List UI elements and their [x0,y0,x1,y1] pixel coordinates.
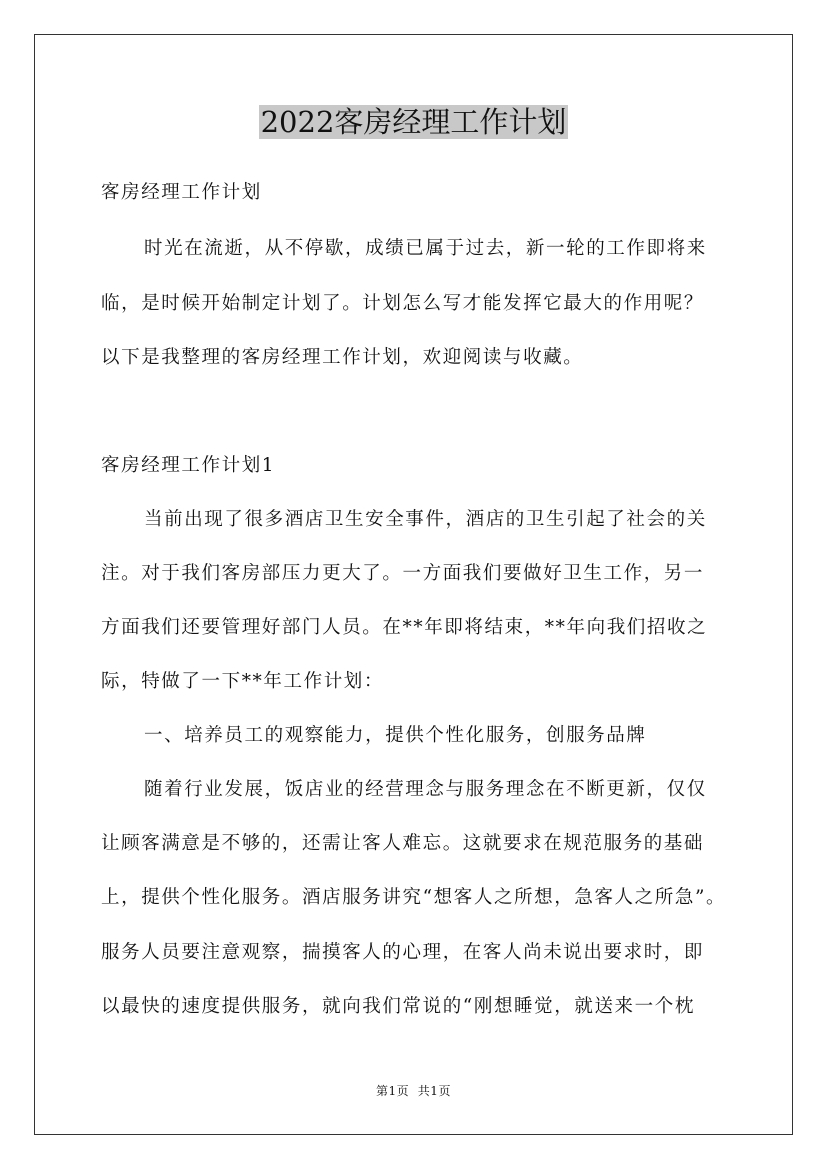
section-heading: 客房经理工作计划 [101,182,262,203]
paragraph-line: 方面我们还要管理好部门人员。在**年即将结束，**年向我们招收之 [101,617,708,638]
paragraph-line: 随着行业发展，饭店业的经营理念与服务理念在不断更新，仅仅 [144,779,707,800]
document-title [0,100,827,144]
document-title-text: 2022客房经理工作计划 [260,105,567,139]
paragraph-line: 服务人员要注意观察，揣摸客人的心理，在客人尚未说出要求时，即 [101,942,705,963]
paragraph-line: 当前出现了很多酒店卫生安全事件，酒店的卫生引起了社会的关 [144,509,707,530]
paragraph-line: 注。对于我们客房部压力更大了。一方面我们要做好卫生工作，另一 [101,563,705,584]
paragraph-line: 以下是我整理的客房经理工作计划，欢迎阅读与收藏。 [101,347,584,368]
paragraph-line: 让顾客满意是不够的，还需让客人难忘。这就要求在规范服务的基础 [101,833,705,854]
paragraph-line: 际，特做了一下**年工作计划： [101,671,385,692]
paragraph-line: 上，提供个性化服务。酒店服务讲究“想客人之所想，急客人之所急”。 [101,887,727,908]
paragraph-line: 以最快的速度提供服务，就向我们常说的“刚想睡觉，就送来一个枕 [101,996,695,1017]
paragraph-line: 临，是时候开始制定计划了。计划怎么写才能发挥它最大的作用呢？ [101,293,705,314]
subsection-heading: 一、培养员工的观察能力，提供个性化服务，创服务品牌 [144,725,647,746]
page-footer: 第1页 共1页 [376,1084,451,1098]
section-heading: 客房经理工作计划1 [101,455,276,476]
paragraph-line: 时光在流逝，从不停歇，成绩已属于过去，新一轮的工作即将来 [144,238,707,259]
